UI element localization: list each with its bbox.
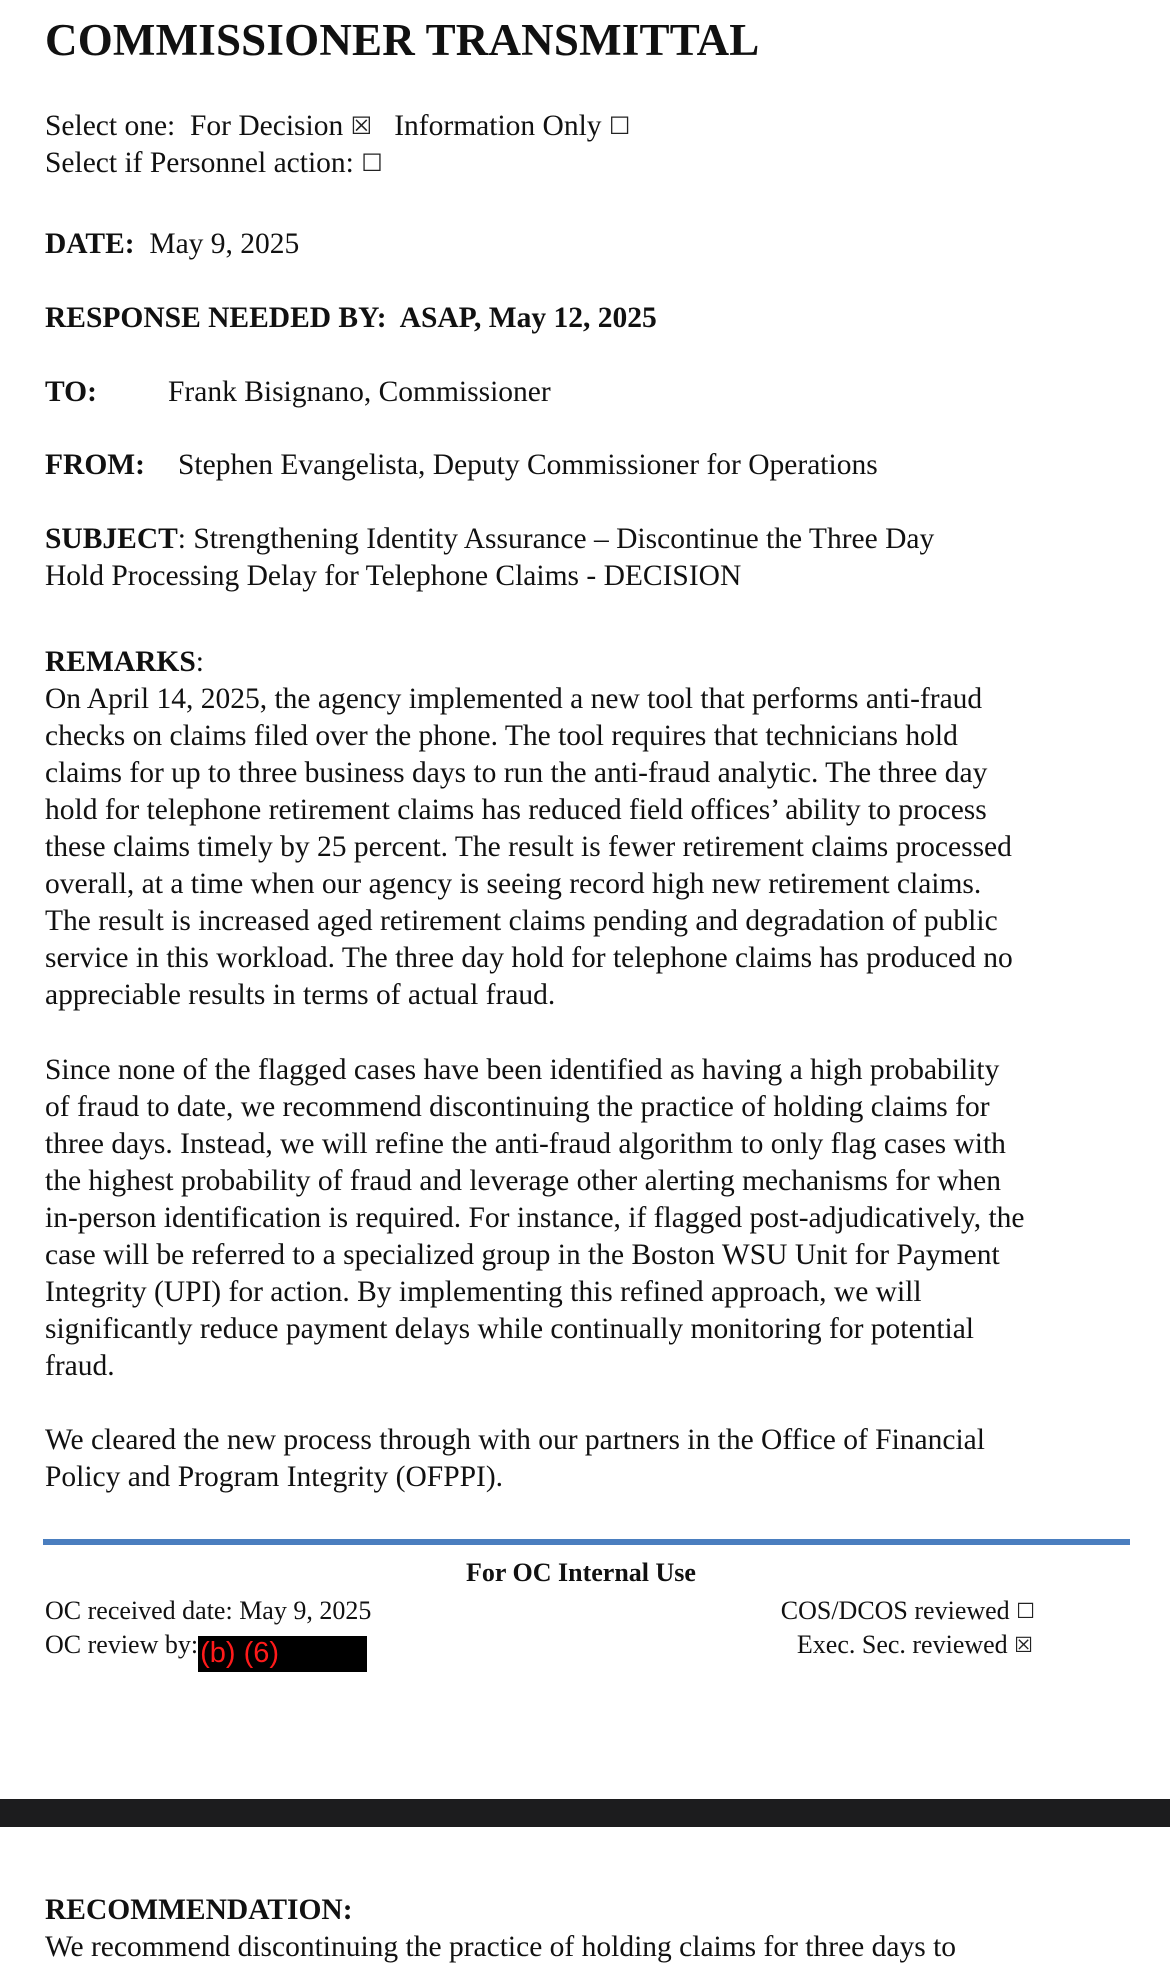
text-line: overall, at a time when our agency is seeing record high new retirement claims. bbox=[45, 868, 982, 900]
text-line: hold for telephone retirement claims has reduced field offices’ ability to process bbox=[45, 794, 987, 826]
date-row bbox=[45, 226, 299, 263]
for-decision-checkbox-checked-icon[interactable]: ☒ bbox=[350, 112, 373, 140]
section-divider-rule bbox=[43, 1539, 1130, 1545]
text-line: Policy and Program Integrity (OFPPI). bbox=[45, 1461, 504, 1493]
text-line: the highest probability of fraud and leverage other alerting mechanisms for when bbox=[45, 1165, 1001, 1197]
redaction-box: (b) (6) bbox=[198, 1636, 367, 1672]
text-line: checks on claims filed over the phone. The tool requires that technicians hold bbox=[45, 720, 958, 752]
date-value: May 9, 2025 bbox=[149, 228, 300, 260]
personnel-action-checkbox-icon[interactable]: ☐ bbox=[361, 149, 383, 177]
information-only-checkbox-icon[interactable]: ☐ bbox=[608, 112, 631, 140]
subject-line-2: Hold Processing Delay for Telephone Claims - DECISION bbox=[45, 560, 742, 592]
cos-dcos-checkbox-icon[interactable]: ☐ bbox=[1016, 1599, 1035, 1623]
text-line: three days. Instead, we will refine the anti-fraud algorithm to only flag cases with bbox=[45, 1128, 1006, 1160]
text-line: We cleared the new process through with our partners in the Office of Financial bbox=[45, 1424, 985, 1456]
remarks-label: REMARKS bbox=[45, 646, 196, 678]
information-only-label: Information Only bbox=[394, 110, 602, 142]
from-label: FROM: bbox=[45, 449, 145, 481]
text-line: Integrity (UPI) for action. By implementing this refined approach, we will bbox=[45, 1276, 922, 1308]
recommendation-heading: RECOMMENDATION: bbox=[45, 1894, 353, 1926]
oc-received-row bbox=[45, 1596, 371, 1626]
remarks-colon: : bbox=[195, 646, 204, 678]
for-decision-label: For Decision bbox=[190, 110, 344, 142]
text-line: claims for up to three business days to run the anti-fraud analytic. The three day bbox=[45, 757, 988, 789]
subject-value-line1: : Strengthening Identity Assurance – Discontinue the Three Day bbox=[177, 523, 935, 555]
cos-dcos-label: COS/DCOS reviewed bbox=[780, 1596, 1010, 1625]
oc-received-label: OC received date: bbox=[45, 1596, 233, 1625]
to-row bbox=[45, 374, 551, 411]
personnel-action-label: Select if Personnel action: bbox=[45, 147, 354, 179]
response-needed-label: RESPONSE NEEDED BY: bbox=[45, 302, 387, 334]
recommendation-line: We recommend discontinuing the practice of holding claims for three days to bbox=[45, 1931, 957, 1963]
subject-line-1 bbox=[45, 521, 934, 558]
text-line: On April 14, 2025, the agency implemented a new tool that performs anti-fraud bbox=[45, 683, 983, 715]
personnel-action-row bbox=[45, 145, 383, 182]
select-one-row bbox=[45, 108, 630, 145]
text-line: service in this workload. The three day hold for telephone claims has produced no bbox=[45, 942, 1013, 974]
page-break-bar bbox=[0, 1799, 1170, 1827]
oc-received-value: May 9, 2025 bbox=[239, 1596, 372, 1625]
oc-review-label: OC review by: bbox=[45, 1630, 199, 1659]
text-line: fraud. bbox=[45, 1350, 115, 1382]
response-needed-row bbox=[45, 300, 657, 337]
text-line: case will be referred to a specialized group in the Boston WSU Unit for Payment bbox=[45, 1239, 1000, 1271]
to-label: TO: bbox=[45, 376, 97, 408]
response-needed-value: ASAP, May 12, 2025 bbox=[399, 302, 657, 334]
text-line: in-person identification is required. For instance, if flagged post-adjudicatively, the bbox=[45, 1202, 1025, 1234]
text-line: of fraud to date, we recommend discontinuing the practice of holding claims for bbox=[45, 1091, 990, 1123]
internal-use-title: For OC Internal Use bbox=[466, 1558, 696, 1587]
subject-label: SUBJECT bbox=[45, 523, 178, 555]
cos-dcos-row bbox=[781, 1596, 1035, 1626]
to-value: Frank Bisignano, Commissioner bbox=[168, 376, 551, 408]
select-one-label: Select one: bbox=[45, 110, 176, 142]
remarks-paragraph-3 bbox=[45, 1422, 1135, 1496]
exec-sec-row bbox=[797, 1630, 1033, 1660]
text-line: significantly reduce payment delays while continually monitoring for potential bbox=[45, 1313, 975, 1345]
from-value: Stephen Evangelista, Deputy Commissioner for Operations bbox=[178, 449, 878, 481]
oc-review-row bbox=[45, 1630, 367, 1672]
remarks-paragraph-2 bbox=[45, 1052, 1135, 1385]
exec-sec-checkbox-checked-icon[interactable]: ☒ bbox=[1014, 1633, 1033, 1657]
from-row bbox=[45, 447, 878, 484]
exec-sec-label: Exec. Sec. reviewed bbox=[796, 1630, 1008, 1659]
text-line: appreciable results in terms of actual fraud. bbox=[45, 979, 556, 1011]
date-label: DATE: bbox=[45, 228, 135, 260]
remarks-heading bbox=[45, 644, 204, 681]
document-title: COMMISSIONER TRANSMITTAL bbox=[45, 15, 760, 65]
text-line: Since none of the flagged cases have been identified as having a high probability bbox=[45, 1054, 1000, 1086]
text-line: these claims timely by 25 percent. The result is fewer retirement claims processed bbox=[45, 831, 1012, 863]
text-line: The result is increased aged retirement claims pending and degradation of public bbox=[45, 905, 998, 937]
remarks-paragraph-1 bbox=[45, 681, 1135, 1014]
